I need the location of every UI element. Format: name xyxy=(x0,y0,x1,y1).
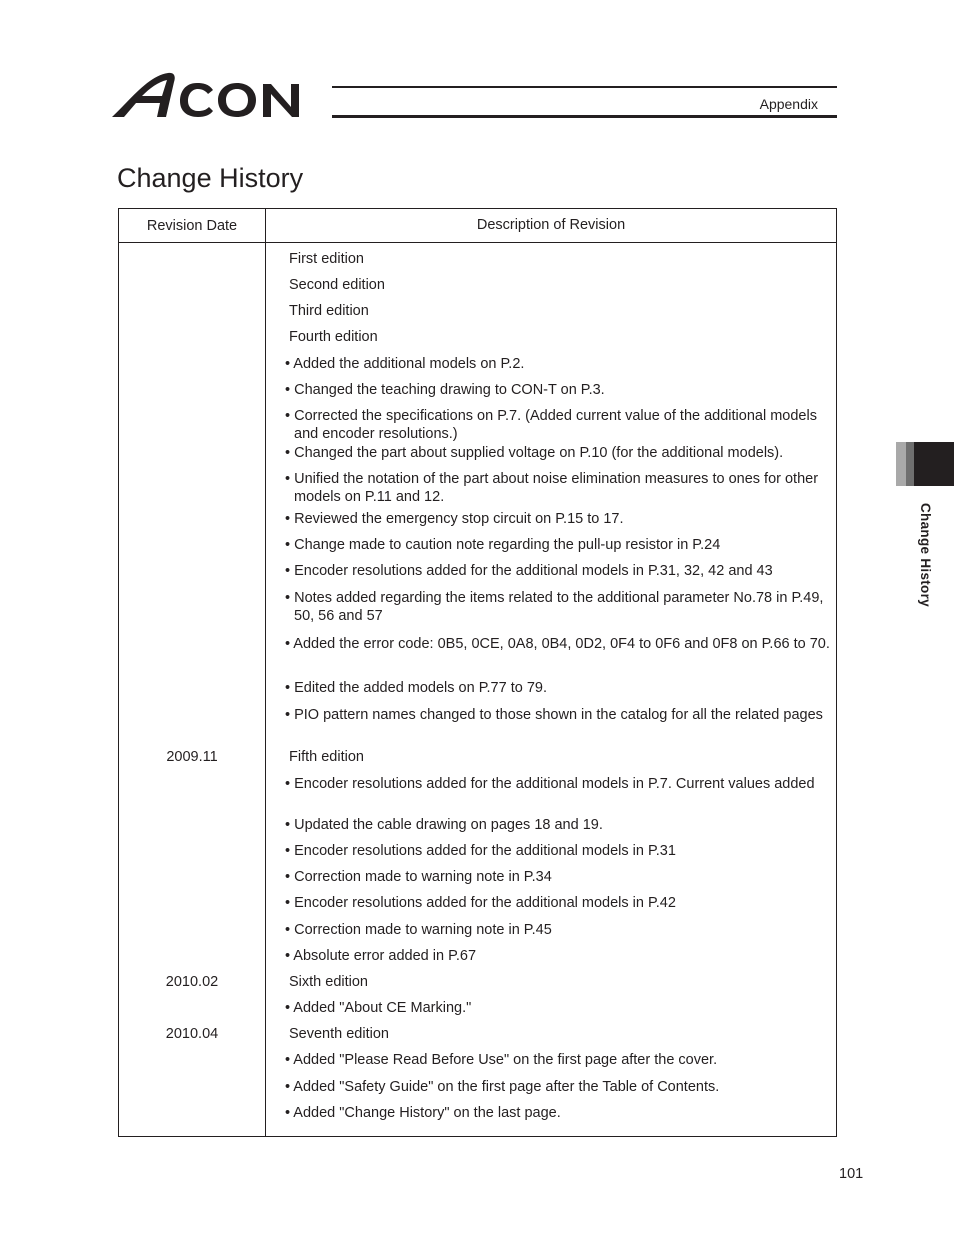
revision-item: • Corrected the specifications on P.7. (Added current value of the additional models and encoder resolutions.) xyxy=(285,408,817,442)
revision-item: • Updated the cable drawing on pages 18 and 19. xyxy=(285,817,603,833)
revision-entry: First edition xyxy=(289,251,364,267)
revision-item: • Unified the notation of the part about noise elimination measures to ones for other models on P.11 and 12. xyxy=(285,471,819,505)
revision-item: • Added "Please Read Before Use" on the first page after the cover. xyxy=(285,1052,718,1068)
section-label: Appendix xyxy=(759,96,818,112)
change-history-table xyxy=(118,208,837,1137)
revision-item: • Notes added regarding the items related to the additional parameter No.78 in P.49, 50, 56 and 57 xyxy=(285,590,824,624)
revision-entry: Fifth edition xyxy=(289,749,364,765)
tab-stripe-mid xyxy=(906,442,914,486)
revision-entry: Sixth edition xyxy=(289,974,368,990)
revision-item: • Change made to caution note regarding the pull-up resistor in P.24 xyxy=(285,537,721,553)
column-header-description: Description of Revision xyxy=(476,217,626,233)
revision-entry: Fourth edition xyxy=(289,329,378,345)
revision-item: • Added "Change History" on the last page. xyxy=(285,1105,561,1121)
revision-date: 2009.11 xyxy=(166,749,218,765)
revision-date: 2010.04 xyxy=(165,1026,219,1042)
section-tab-marker xyxy=(896,442,954,486)
tab-stripe-dark xyxy=(914,442,954,486)
header-rule-top xyxy=(332,86,837,88)
revision-item: • Added "Safety Guide" on the first page after the Table of Contents. xyxy=(285,1079,720,1095)
revision-item: • Added the additional models on P.2. xyxy=(285,356,525,372)
revision-item: • Encoder resolutions added for the additional models in P.42 xyxy=(285,895,676,911)
revision-item: • Encoder resolutions added for the additional models in P.31, 32, 42 and 43 xyxy=(285,563,773,579)
header-rule-bottom xyxy=(332,115,837,118)
revision-item: • Encoder resolutions added for the additional models in P.31 xyxy=(285,843,676,859)
revision-entry: Third edition xyxy=(289,303,369,319)
revision-item: • Added the error code: 0B5, 0CE, 0A8, 0B4, 0D2, 0F4 to 0F6 and 0F8 on P.66 to 70. xyxy=(285,636,830,652)
revision-entry: Seventh edition xyxy=(289,1026,389,1042)
revision-item: • PIO pattern names changed to those shown in the catalog for all the related pages xyxy=(285,707,823,723)
revision-item: • Reviewed the emergency stop circuit on P.15 to 17. xyxy=(285,511,624,527)
revision-item: • Added "About CE Marking." xyxy=(285,1000,472,1016)
side-tab-label: Change History xyxy=(918,503,933,607)
revision-item: • Edited the added models on P.77 to 79. xyxy=(285,680,547,696)
revision-item: • Encoder resolutions added for the additional models in P.7. Current values added xyxy=(285,776,815,792)
page-title: Change History xyxy=(117,163,304,193)
revision-item: • Changed the part about supplied voltage on P.10 (for the additional models). xyxy=(285,445,784,461)
revision-item: • Changed the teaching drawing to CON-T on P.3. xyxy=(285,382,605,398)
revision-item: • Correction made to warning note in P.45 xyxy=(285,922,552,938)
column-divider xyxy=(265,209,266,1136)
page-number: 101 xyxy=(839,1166,864,1182)
revision-item: • Absolute error added in P.67 xyxy=(285,948,477,964)
acon-logo xyxy=(110,70,332,120)
revision-date: 2010.02 xyxy=(165,974,219,990)
revision-entry: Second edition xyxy=(289,277,385,293)
tab-stripe-light xyxy=(896,442,906,486)
revision-item: • Correction made to warning note in P.34 xyxy=(285,869,552,885)
header-divider xyxy=(119,242,836,243)
column-header-revision-date: Revision Date xyxy=(146,218,238,234)
